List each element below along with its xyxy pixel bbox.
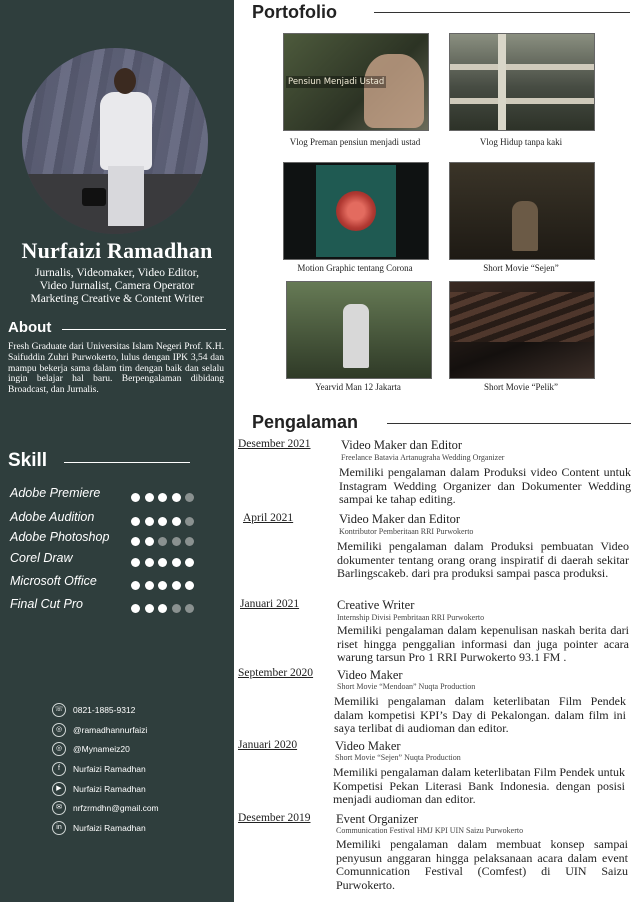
- experience-desc: Memiliki pengalaman dalam kepenulisan naskah berita dari riset hingga penggalian informasi dan juga pointer acara warung tarsun Pro 1 RRI Purwokerto 93.1 FM .: [337, 623, 629, 664]
- skill-rating: [131, 513, 199, 531]
- skill-title: Skill: [8, 450, 48, 471]
- contact-instagram-1[interactable]: ◎ @ramadhannurfaizi: [52, 723, 232, 739]
- rating-dot: [131, 558, 140, 567]
- portfolio-caption: Short Movie “Sejen”: [483, 263, 559, 273]
- rating-dot: [131, 517, 140, 526]
- rating-dot: [145, 493, 154, 502]
- skill-name: Adobe Audition: [10, 510, 95, 524]
- experience-org: Kontributor Pemberitaan RRI Purwokerto: [339, 527, 474, 536]
- skill-name: Microsoft Office: [10, 574, 97, 588]
- instagram-icon: ◎: [52, 723, 66, 737]
- rating-dot: [158, 581, 167, 590]
- experience-org: Short Movie “Sejen” Nuqta Production: [335, 753, 461, 762]
- sidebar: [0, 0, 234, 902]
- skill-row: [10, 551, 220, 569]
- experience-role: Video Maker: [337, 668, 403, 682]
- contact-instagram-2[interactable]: ◎ @Mynameiz20: [52, 742, 232, 758]
- skill-name: Final Cut Pro: [10, 597, 83, 611]
- portfolio-caption: Motion Graphic tentang Corona: [297, 263, 413, 273]
- rating-dot: [158, 537, 167, 546]
- rating-dot: [131, 493, 140, 502]
- experience-date: Januari 2021: [240, 598, 300, 610]
- divider: [62, 329, 226, 330]
- experience-desc: Memiliki pengalaman dalam keterlibatan Film Pendek dalam kompetisi KPI’s Day di Pekalongan. dalam film ini saya terlibat di audioman dan editor.: [334, 694, 626, 735]
- experience-org: Internship Divisi Pembritaan RRI Purwokerto: [337, 613, 485, 622]
- rating-dot: [158, 604, 167, 613]
- skill-name: Corel Draw: [10, 551, 73, 565]
- experience-role: Video Maker dan Editor: [341, 438, 463, 452]
- thumbnail-overlay-text: Pensiun Menjadi Ustad: [288, 77, 385, 87]
- skill-row: [10, 574, 220, 592]
- instagram-icon: ◎: [52, 742, 66, 756]
- youtube-icon: ▶: [52, 782, 66, 796]
- divider: [374, 12, 630, 13]
- experience-date: Desember 2021: [238, 438, 311, 450]
- profile-photo: [22, 48, 208, 234]
- facebook-icon: f: [52, 762, 66, 776]
- experience-date: Januari 2020: [238, 739, 298, 751]
- about-text: Fresh Graduate dari Universitas Islam Negeri Prof. K.H. Saifuddin Zuhri Purwokerto, lulus dengan IPK 3,54 dan mampu bekerja sama dalam tim dengan baik dan selalu ingin belajar hal baru. Berpengalaman dibidang Broadcast, dan Jurnalis.: [8, 342, 224, 396]
- experience-org: Freelance Batavia Artanugraha Wedding Organizer: [341, 453, 505, 462]
- rating-dot: [172, 604, 181, 613]
- contact-email[interactable]: ✉ nrfzrmdhn@gmail.com: [52, 801, 232, 817]
- about-title: About: [8, 319, 52, 336]
- contact-facebook[interactable]: f Nurfaizi Ramadhan: [52, 762, 232, 778]
- profile-name: Nurfaizi Ramadhan: [21, 238, 213, 263]
- rating-dot: [131, 581, 140, 590]
- portfolio-thumbnail[interactable]: [449, 162, 595, 260]
- experience-date: September 2020: [238, 667, 314, 679]
- experience-desc: Memiliki pengalaman dalam membuat konsep sampai penyusun anggaran hingga pelaksanaan acara dalam event Comunnication Festival (Comfest) di UIN Saizu Purwokerto.: [336, 837, 628, 892]
- rating-dot: [185, 558, 194, 567]
- rating-dot: [185, 581, 194, 590]
- contact-phone[interactable]: ☏ 0821-1885-9312: [52, 703, 232, 719]
- experience-title: Pengalaman: [252, 412, 359, 432]
- email-icon: ✉: [52, 801, 66, 815]
- contact-youtube[interactable]: ▶ Nurfaizi Ramadhan: [52, 782, 232, 798]
- camera-icon: [82, 188, 106, 206]
- portfolio-thumbnail[interactable]: [449, 33, 595, 131]
- rating-dot: [158, 517, 167, 526]
- portfolio-thumbnail[interactable]: [286, 281, 432, 379]
- skill-rating: [131, 533, 199, 551]
- skill-name: Adobe Premiere: [10, 486, 101, 500]
- experience-desc: Memiliki pengalaman dalam keterlibatan Film Pendek untuk Kompetisi Pekan Literasi Bank Indonesia. dengan posisi menjadi audioman dan editor.: [333, 765, 625, 806]
- experience-date: April 2021: [243, 512, 294, 524]
- rating-dot: [131, 604, 140, 613]
- rating-dot: [172, 581, 181, 590]
- rating-dot: [172, 558, 181, 567]
- rating-dot: [158, 493, 167, 502]
- skill-row: [10, 597, 220, 615]
- experience-role: Video Maker dan Editor: [339, 512, 461, 526]
- rating-dot: [145, 558, 154, 567]
- skill-rating: [131, 489, 199, 507]
- portfolio-thumbnail[interactable]: [449, 281, 595, 379]
- rating-dot: [185, 517, 194, 526]
- rating-dot: [145, 581, 154, 590]
- experience-date: Desember 2019: [238, 812, 311, 824]
- portfolio-caption: Vlog Preman pensiun menjadi ustad: [289, 137, 421, 147]
- experience-role: Creative Writer: [337, 598, 415, 612]
- skill-rating: [131, 600, 199, 618]
- rating-dot: [185, 493, 194, 502]
- whatsapp-icon: ☏: [52, 703, 66, 717]
- rating-dot: [185, 537, 194, 546]
- skill-rating: [131, 554, 199, 572]
- portfolio-caption: Vlog Hidup tanpa kaki: [479, 137, 563, 147]
- skill-rating: [131, 577, 199, 595]
- rating-dot: [172, 517, 181, 526]
- experience-org: Short Movie “Mendoan” Nuqta Production: [337, 682, 476, 691]
- rating-dot: [185, 604, 194, 613]
- experience-role: Event Organizer: [336, 812, 419, 826]
- linkedin-icon: in: [52, 821, 66, 835]
- experience-desc: Memiliki pengalaman dalam Produksi video Content untuk Instagram Wedding Organizer dan Dokumenter Wedding sampai ke tahap editing.: [339, 465, 631, 506]
- rating-dot: [131, 537, 140, 546]
- experience-role: Video Maker: [335, 739, 401, 753]
- portfolio-thumbnail[interactable]: [283, 33, 429, 131]
- portfolio-caption: Yearvid Man 12 Jakarta: [315, 382, 401, 392]
- rating-dot: [172, 537, 181, 546]
- portfolio-thumbnail[interactable]: [283, 162, 429, 260]
- divider: [64, 462, 190, 463]
- experience-desc: Memiliki pengalaman dalam Produksi pembuatan Video dokumenter tentang orang orang inspiratif di daerah sekitar Barlingscakeb. dari pra produksi sampai pasca produksi.: [337, 539, 629, 580]
- skill-row: [10, 530, 220, 548]
- contact-linkedin[interactable]: in Nurfaizi Ramadhan: [52, 821, 232, 837]
- divider: [387, 423, 631, 424]
- skill-row: [10, 486, 220, 504]
- rating-dot: [158, 558, 167, 567]
- profile-roles: Jurnalis, Videomaker, Video Editor, Video Jurnalist, Camera Operator Marketing Creative & Content Writer: [30, 267, 204, 305]
- rating-dot: [145, 604, 154, 613]
- rating-dot: [145, 537, 154, 546]
- portfolio-title: Portofolio: [252, 2, 337, 22]
- portfolio-caption: Short Movie “Pelik”: [484, 382, 558, 392]
- rating-dot: [172, 493, 181, 502]
- rating-dot: [145, 517, 154, 526]
- virus-icon: [336, 191, 376, 231]
- skill-name: Adobe Photoshop: [10, 530, 110, 544]
- experience-org: Communication Festival HMJ KPI UIN Saizu Purwokerto: [336, 826, 524, 835]
- skill-row: [10, 510, 220, 528]
